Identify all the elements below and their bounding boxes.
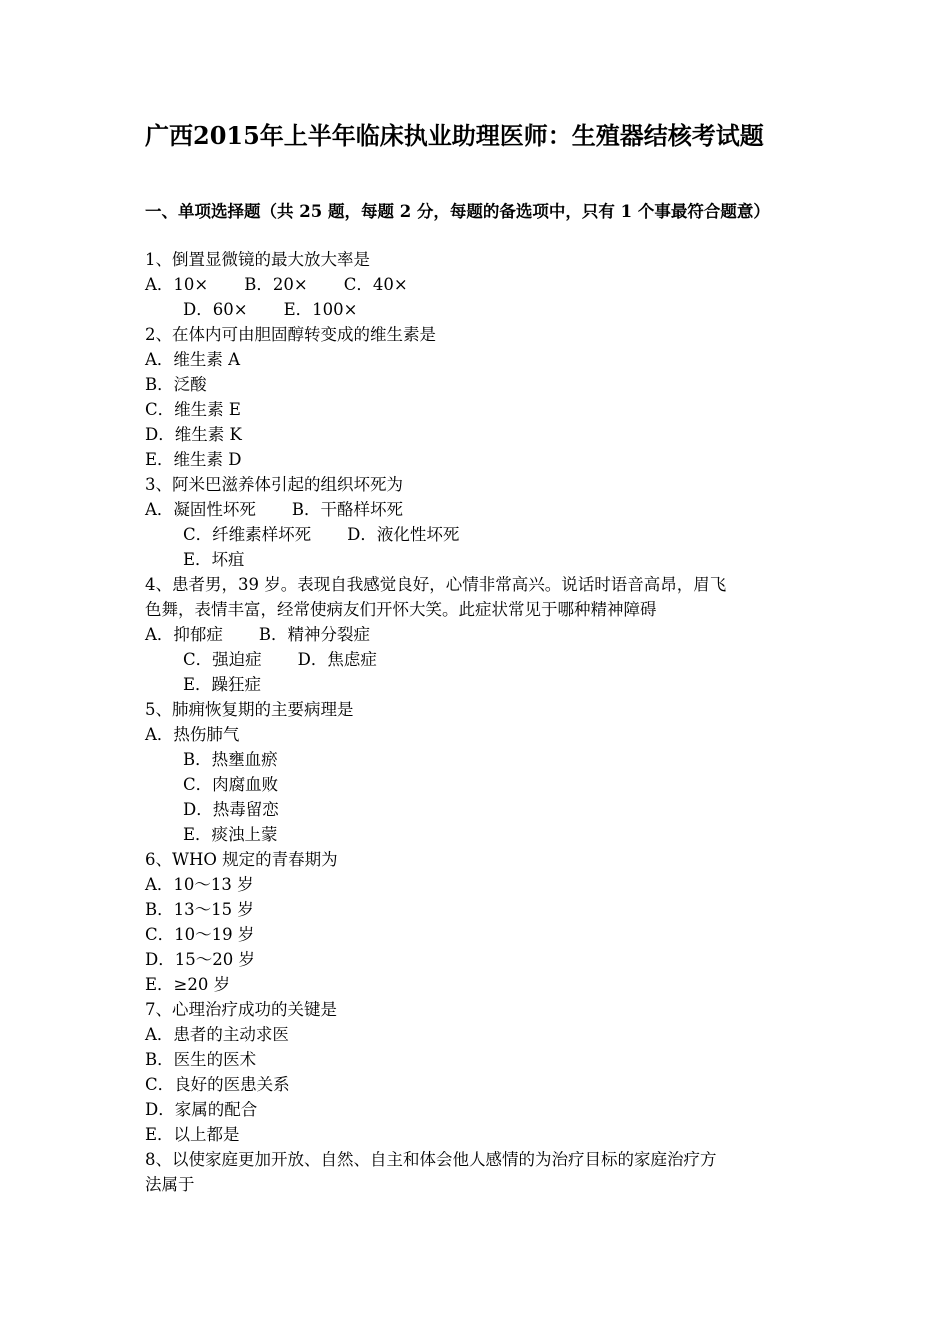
option: C．纤维素样坏死 bbox=[183, 525, 312, 544]
question-stem: 8、以使家庭更加开放、自然、自主和体会他人感情的为治疗目标的家庭治疗方 bbox=[145, 1150, 717, 1169]
option: A．10× bbox=[145, 275, 209, 294]
option: E．以上都是 bbox=[145, 1125, 240, 1144]
option: C．良好的医患关系 bbox=[145, 1075, 290, 1094]
option: C．肉腐血败 bbox=[183, 775, 279, 794]
option-row bbox=[183, 297, 357, 322]
question-stem: 3、阿米巴滋养体引起的组织坏死为 bbox=[145, 475, 403, 494]
question-stem: 5、肺痈恢复期的主要病理是 bbox=[145, 700, 354, 719]
option: D．15～20 岁 bbox=[145, 950, 255, 969]
option: E．坏疽 bbox=[183, 550, 245, 569]
option-row bbox=[183, 647, 377, 672]
option: D．液化性坏死 bbox=[347, 525, 460, 544]
option-row bbox=[183, 522, 459, 547]
option: E．痰浊上蒙 bbox=[183, 825, 278, 844]
option: A．热伤肺气 bbox=[145, 725, 240, 744]
option: D．维生素 K bbox=[145, 425, 242, 444]
option: C．强迫症 bbox=[183, 650, 262, 669]
question-stem-continued: 色舞，表情丰富，经常使病友们开怀大笑。此症状常见于哪种精神障碍 bbox=[145, 600, 657, 619]
question-stem: 2、在体内可由胆固醇转变成的维生素是 bbox=[145, 325, 436, 344]
option: E．躁狂症 bbox=[183, 675, 262, 694]
section-heading: 一、单项选择题（共 25 题，每题 2 分，每题的备选项中，只有 1 个事最符合题意） bbox=[145, 202, 770, 221]
option: E．100× bbox=[283, 300, 358, 319]
option: B．泛酸 bbox=[145, 375, 207, 394]
question-stem: 1、倒置显微镜的最大放大率是 bbox=[145, 250, 370, 269]
option: B．精神分裂症 bbox=[258, 625, 371, 644]
option: D．热毒留恋 bbox=[183, 800, 279, 819]
question-stem-continued: 法属于 bbox=[145, 1175, 195, 1194]
option: C．维生素 E bbox=[145, 400, 241, 419]
question-stem: 4、患者男，39 岁。表现自我感觉良好，心情非常高兴。说话时语音高昂，眉飞 bbox=[145, 575, 727, 594]
option: B．医生的医术 bbox=[145, 1050, 257, 1069]
option: B．热壅血瘀 bbox=[183, 750, 278, 769]
question-stem: 7、心理治疗成功的关键是 bbox=[145, 1000, 337, 1019]
option: A．患者的主动求医 bbox=[145, 1025, 289, 1044]
option-row bbox=[145, 272, 408, 297]
option: E．维生素 D bbox=[145, 450, 242, 469]
option: E．≥20 岁 bbox=[145, 975, 231, 994]
option: B．13～15 岁 bbox=[145, 900, 254, 919]
option: A．维生素 A bbox=[145, 350, 241, 369]
option: D．焦虑症 bbox=[297, 650, 377, 669]
option: B．20× bbox=[244, 275, 308, 294]
option: D．家属的配合 bbox=[145, 1100, 258, 1119]
option: D．60× bbox=[183, 300, 248, 319]
document-title: 广西2015年上半年临床执业助理医师：生殖器结核考试题 bbox=[145, 121, 764, 150]
option-row bbox=[145, 622, 370, 647]
option: C．10～19 岁 bbox=[145, 925, 255, 944]
option: C．40× bbox=[343, 275, 408, 294]
option: A．10～13 岁 bbox=[145, 875, 254, 894]
option: B．干酪样坏死 bbox=[291, 500, 404, 519]
question-stem: 6、WHO 规定的青春期为 bbox=[145, 850, 338, 869]
option: A．抑郁症 bbox=[145, 625, 223, 644]
option-row bbox=[145, 497, 403, 522]
option: A．凝固性坏死 bbox=[145, 500, 256, 519]
